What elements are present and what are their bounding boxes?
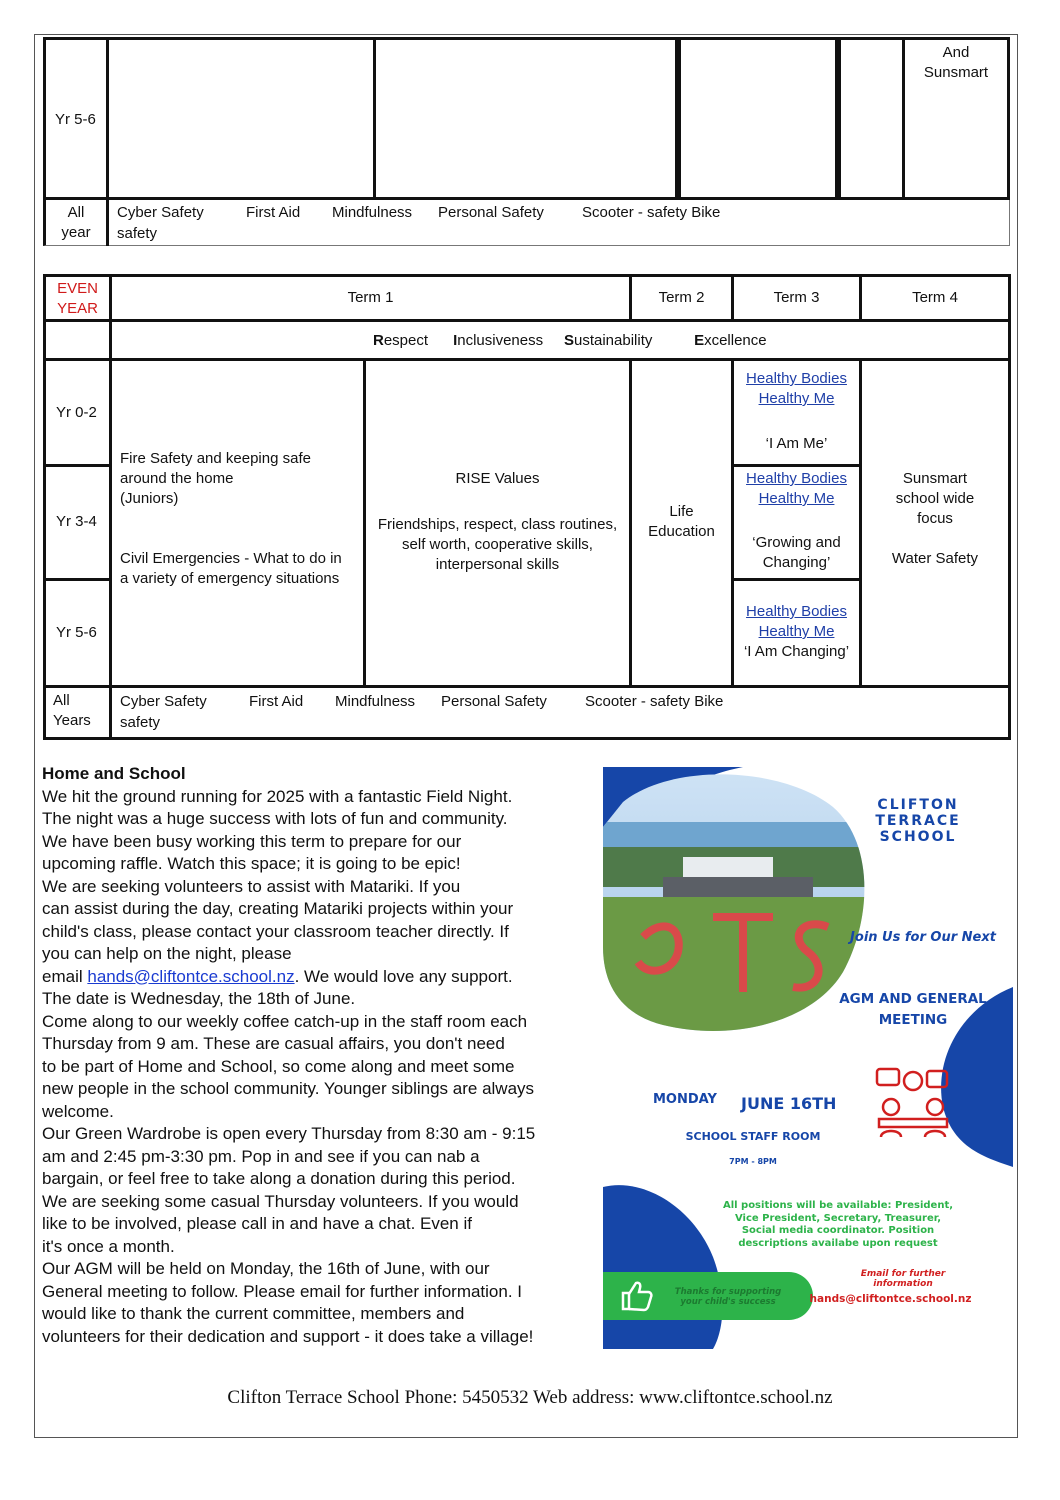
hs-line2-4: new people in the school community. Younger siblings are always [42, 1079, 535, 1098]
top-term2-cell [678, 37, 838, 200]
hs-line2-0: The date is Wednesday, the 18th of June. [42, 989, 356, 1008]
hs-line2-14: would like to thank the current committee, members and [42, 1304, 465, 1323]
hs-line2-3: to be part of Home and School, so come along and meet some [42, 1056, 515, 1076]
top-all-year-text: All year [61, 204, 91, 241]
top-topic-2: Mindfulness [332, 204, 413, 221]
even-topic-0: Cyber Safety [120, 693, 207, 710]
poster-venue: SCHOOL STAFF ROOM [685, 1130, 821, 1143]
even-term1b-title: RISE Values [455, 470, 540, 487]
meeting-people-icon [873, 1067, 953, 1142]
healthy-bodies-link-1[interactable]: Healthy Bodies Healthy Me [746, 370, 847, 407]
top-topic-0: Cyber Safety [117, 204, 204, 221]
hs-line2-13: General meeting to follow. Please email for further information. I [42, 1281, 523, 1301]
even-term2-text: Life Education [648, 503, 715, 540]
even-term1b-body: Friendships, respect, class routines, self worth, cooperative skills, interpersonal skills [377, 516, 618, 573]
poster-day: MONDAY [653, 1092, 717, 1107]
term3-yr34-text: ‘Growing and Changing’ [752, 534, 841, 571]
top-topic-wrap: safety [117, 225, 158, 242]
thumbs-up-icon [619, 1279, 653, 1313]
term3-yr56 [731, 602, 862, 662]
term3-yr34 [731, 469, 862, 573]
hs-email-line: email hands@cliftontce.school.nz. We would love any support. [42, 966, 513, 986]
hs-line2-1: Come along to our weekly coffee catch-up in the staff room each [42, 1011, 528, 1031]
healthy-bodies-link-3[interactable]: Healthy Bodies Healthy Me [746, 603, 847, 640]
even-term2-label: Term 2 [658, 289, 705, 306]
value-inclusiveness: Inclusiveness [453, 332, 544, 349]
top-table [43, 37, 1010, 249]
email-link[interactable]: hands@cliftontce.school.nz [87, 966, 295, 986]
poster-join: Join Us for Our Next [850, 930, 996, 945]
hs-line-3: upcoming raffle. Watch this space; it is going to be epic! [42, 854, 461, 873]
hs-line-1: The night was a huge success with lots of fun and community. [42, 809, 508, 828]
poster-background [603, 767, 1013, 1349]
hs-line-6: child's class, please contact your classroom teacher directly. If [42, 921, 509, 941]
top-all-year-label [57, 203, 95, 243]
poster-email: hands@cliftontce.school.nz [809, 1293, 972, 1305]
hs-line2-12: Our AGM will be held on Monday, the 16th of June, with our [42, 1259, 490, 1278]
poster-time: 7PM - 8PM [729, 1157, 777, 1166]
home-and-school-title: Home and School [42, 764, 186, 783]
top-all-year-divider [106, 200, 109, 246]
poster-agm: AGM AND GENERAL MEETING [839, 991, 987, 1028]
poster-email-info: Email for further information [860, 1269, 946, 1289]
agm-poster [603, 767, 1013, 1349]
poster-thanks: Thanks for supporting your child's success [674, 1287, 782, 1307]
even-term3-label: Term 3 [773, 289, 820, 306]
top-and-sunsmart [905, 43, 1007, 83]
hs-line-7: you can help on the night, please [42, 944, 292, 963]
hs-line-2: We have been busy working this term to prepare for our [42, 831, 462, 851]
even-topic-1: First Aid [249, 693, 304, 710]
top-term3-cell [838, 37, 905, 200]
top-term1a-cell [106, 37, 376, 200]
hs-line2-5: welcome. [42, 1101, 114, 1121]
hs-line2-8: bargain, or feel free to take along a donation during this period. [42, 1169, 516, 1188]
even-topic-4: Scooter - safety Bike [585, 693, 724, 710]
term3-yr02 [731, 369, 862, 454]
even-term4-text: Sunsmart school wide focus Water Safety [891, 470, 979, 567]
even-topic-3: Personal Safety [441, 693, 547, 710]
hs-line2-9: We are seeking some casual Thursday volunteers. If you would [42, 1191, 519, 1211]
home-and-school-section [42, 763, 602, 1348]
even-all-years-row [109, 685, 1011, 740]
hs-line-4: We are seeking volunteers to assist with Matariki. If you [42, 876, 461, 896]
top-topic-1: First Aid [246, 204, 301, 221]
top-topic-4: Scooter - safety Bike [582, 204, 721, 221]
top-and-sunsmart-text: And Sunsmart [923, 44, 989, 81]
even-term1a-text: Fire Safety and keeping safe around the home (Juniors) Civil Emergencies - What to do in a variety of emergency situations [120, 450, 342, 587]
poster-date: JUNE 16TH [741, 1094, 837, 1113]
hs-line2-2: Thursday from 9 am. These are casual affairs, you don't need [42, 1034, 505, 1053]
even-all-years-label: All Years [53, 692, 91, 729]
even-term4-label: Term 4 [912, 289, 958, 306]
even-corner-label [46, 279, 109, 319]
hs-line2-6: Our Green Wardrobe is open every Thursday from 8:30 am - 9:15 [42, 1124, 536, 1143]
page-footer: Clifton Terrace School Phone: 5450532 Web address: www.cliftontce.school.nz [227, 1387, 833, 1408]
even-values-left [43, 319, 112, 361]
even-topic-wrap: safety [120, 714, 161, 731]
healthy-bodies-link-2[interactable]: Healthy Bodies Healthy Me [746, 470, 847, 507]
top-yr56-label: Yr 5-6 [55, 111, 96, 128]
even-yr56-label: Yr 5-6 [56, 624, 97, 641]
value-respect: Respect [373, 332, 429, 349]
even-topic-2: Mindfulness [335, 693, 416, 710]
hs-line2-7: am and 2:45 pm-3:30 pm. Pop in and see if you can nab a [42, 1146, 480, 1166]
hs-line-0: We hit the ground running for 2025 with a fantastic Field Night. [42, 786, 513, 806]
term3-yr02-text: ‘I Am Me’ [765, 435, 828, 452]
hs-line2-15: volunteers for their dedication and support - it does take a village! [42, 1326, 534, 1346]
top-term1b-cell [373, 37, 678, 200]
even-year-table [43, 274, 1011, 741]
value-excellence: Excellence [694, 332, 767, 349]
even-corner-text: EVEN YEAR [57, 280, 98, 317]
poster-positions: All positions will be available: President, Vice President, Secretary, Treasurer, Social media coordinator. Position descriptions availabe upon request [722, 1200, 954, 1249]
even-values-text [373, 331, 767, 351]
hs-line-5: can assist during the day, creating Matariki projects within your [42, 899, 514, 918]
poster-school-name: CLIFTON TERRACE SCHOOL [875, 797, 961, 845]
top-topic-3: Personal Safety [438, 204, 544, 221]
value-sustainability: Sustainability [563, 332, 653, 349]
even-yr34-label: Yr 3-4 [56, 513, 97, 530]
term3-yr56-text: ‘I Am Changing’ [743, 643, 850, 660]
hs-line2-11: it's once a month. [42, 1236, 175, 1256]
even-term1-label: Term 1 [347, 289, 394, 306]
hs-line2-10: like to be involved, please call in and have a chat. Even if [42, 1214, 472, 1233]
even-yr02-label: Yr 0-2 [56, 404, 97, 421]
